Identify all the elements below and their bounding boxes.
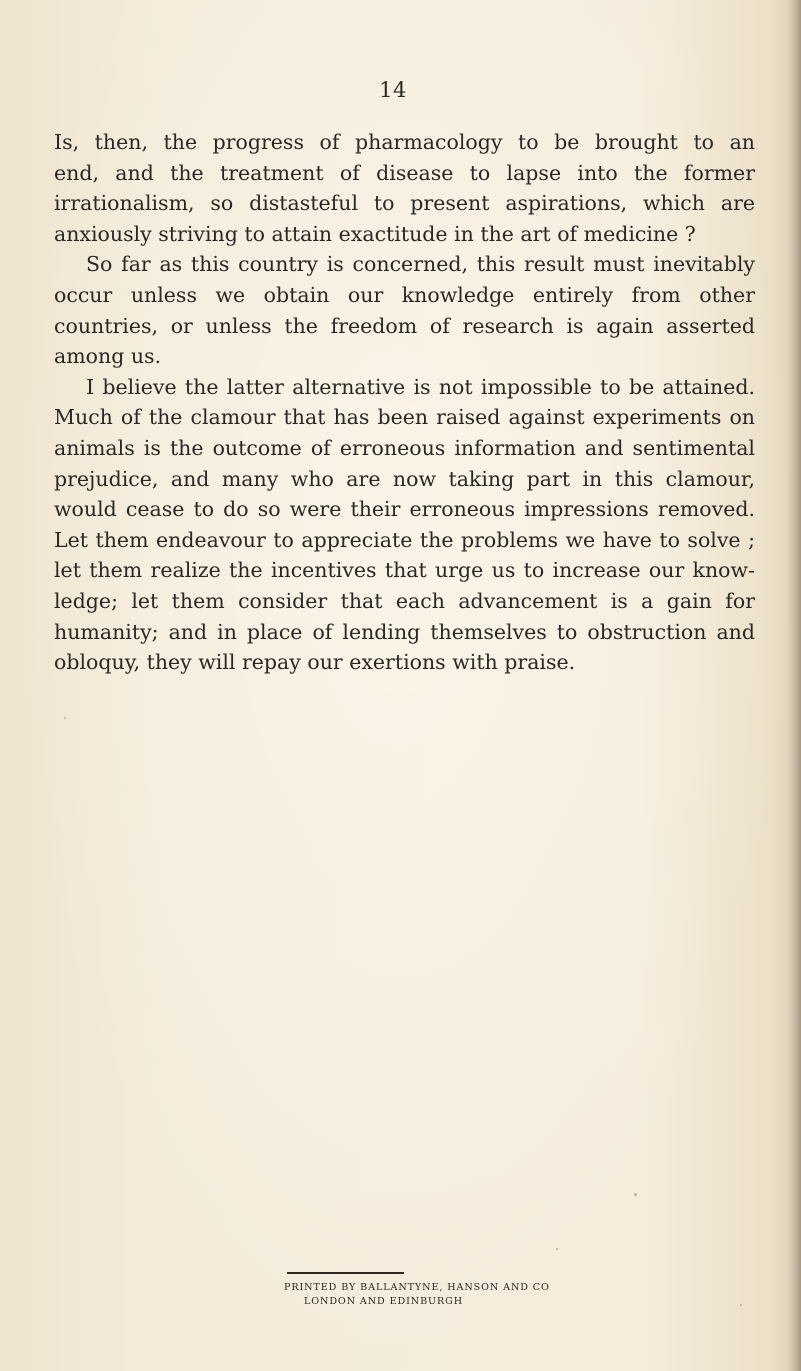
text-line: among us.: [54, 344, 162, 369]
imprint-location: LONDON AND EDINBURGH: [304, 1296, 463, 1307]
text-line: Let them endeavour to appreciate the problems we have to solve ;: [54, 527, 755, 552]
paper-speck: [740, 1304, 742, 1306]
text-line: So far as this country is concerned, this result must inevitably: [86, 252, 755, 277]
text-line: Is, then, the progress of pharmacology to be brought to an: [54, 130, 755, 154]
text-line: end, and the treatment of disease to lapse into the former: [54, 160, 755, 185]
text-line: humanity; and in place of lending themselves to obstruction and: [54, 619, 755, 644]
text-line: prejudice, and many who are now taking part in this clamour,: [54, 466, 755, 491]
text-line: animals is the outcome of erroneous information and sentimental: [54, 435, 755, 460]
page-edge-shadow: [787, 0, 801, 1371]
paper-speck: [64, 717, 66, 719]
text-line: occur unless we obtain our knowledge entirely from other: [54, 282, 755, 307]
text-line: ledge; let them consider that each advancement is a gain for: [54, 588, 755, 613]
text-line: I believe the latter alternative is not impossible to be attained.: [86, 374, 755, 399]
text-line: irrationalism, so distasteful to present aspirations, which are: [54, 191, 755, 216]
paper-speck: [634, 1193, 637, 1196]
paper-speck: [556, 1248, 558, 1250]
text-line: let them realize the incentives that urge us to increase our know-: [54, 558, 755, 583]
body-text: [54, 127, 755, 678]
text-line: obloquy, they will repay our exertions with praise.: [54, 650, 576, 675]
printer-imprint: [284, 1272, 624, 1309]
text-line: anxiously striving to attain exactitude in the art of medicine ?: [54, 221, 696, 246]
page-number: 14: [379, 78, 407, 102]
text-line: countries, or unless the freedom of research is again asserted: [54, 313, 755, 338]
imprint-rule: [287, 1272, 404, 1274]
text-line: would cease to do so were their erroneous impressions removed.: [54, 497, 755, 522]
imprint-printer: PRINTED BY BALLANTYNE, HANSON AND CO: [284, 1282, 550, 1293]
text-line: Much of the clamour that has been raised against experiments on: [54, 405, 755, 430]
